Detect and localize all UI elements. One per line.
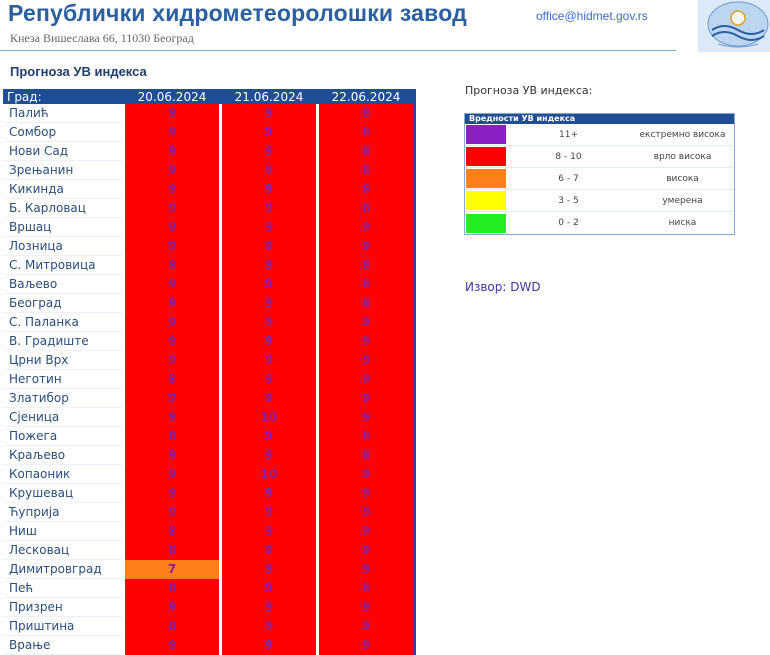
legend-row — [465, 212, 734, 234]
uv-value-cell: 9 — [222, 180, 316, 199]
legend-body — [465, 124, 734, 234]
city-name: Копаоник — [3, 465, 122, 484]
table-row — [3, 541, 416, 560]
uv-value-cell: 9 — [125, 199, 219, 218]
uv-value-cell: 9 — [222, 142, 316, 161]
uv-value-cell: 9 — [125, 598, 219, 617]
legend-swatch — [466, 191, 506, 210]
uv-value-cell: 8 — [319, 161, 413, 180]
uv-value-cell: 8 — [319, 199, 413, 218]
table-header-row — [3, 89, 416, 104]
uv-value-cell: 9 — [125, 180, 219, 199]
uv-value-cell: 9 — [319, 617, 413, 636]
uv-value-cell: 9 — [125, 123, 219, 142]
city-name: В. Градиште — [3, 332, 122, 351]
table-row — [3, 313, 416, 332]
uv-value-cell: 9 — [222, 218, 316, 237]
legend-range: 8 - 10 — [555, 151, 582, 162]
source-label: Извор: DWD — [465, 280, 541, 294]
table-row — [3, 636, 416, 655]
table-body — [3, 104, 416, 655]
uv-value-cell: 9 — [125, 275, 219, 294]
legend-row — [465, 124, 734, 146]
uv-value-cell: 9 — [222, 484, 316, 503]
city-name: Београд — [3, 294, 122, 313]
table-row — [3, 294, 416, 313]
uv-value-cell: 8 — [319, 427, 413, 446]
city-name: Нови Сад — [3, 142, 122, 161]
legend-label: висока — [666, 173, 699, 184]
uv-value-cell: 9 — [319, 218, 413, 237]
city-name: Димитровград — [3, 560, 122, 579]
uv-value-cell: 8 — [125, 427, 219, 446]
uv-value-cell: 9 — [222, 104, 316, 123]
legend-row — [465, 168, 734, 190]
uv-value-cell: 9 — [319, 408, 413, 427]
uv-value-cell: 9 — [222, 123, 316, 142]
table-row — [3, 332, 416, 351]
uv-value-cell: 9 — [222, 275, 316, 294]
city-name: Врање — [3, 636, 122, 655]
uv-value-cell: 8 — [319, 104, 413, 123]
legend-label: врло висока — [653, 151, 712, 162]
site-header — [0, 0, 770, 52]
uv-value-cell: 9 — [222, 370, 316, 389]
uv-value-cell: 9 — [125, 142, 219, 161]
uv-value-cell: 9 — [125, 446, 219, 465]
uv-value-cell: 9 — [125, 104, 219, 123]
uv-value-cell: 9 — [222, 294, 316, 313]
uv-value-cell: 9 — [319, 370, 413, 389]
uv-value-cell: 8 — [125, 522, 219, 541]
table-row — [3, 617, 416, 636]
table-row — [3, 351, 416, 370]
uv-value-cell: 9 — [319, 351, 413, 370]
table-row — [3, 446, 416, 465]
city-name: Краљево — [3, 446, 122, 465]
legend-range: 6 - 7 — [558, 173, 579, 184]
table-row — [3, 408, 416, 427]
uv-value-cell: 9 — [222, 351, 316, 370]
legend-range: 11+ — [559, 129, 578, 140]
table-row — [3, 598, 416, 617]
uv-value-cell: 8 — [125, 579, 219, 598]
city-name: Сомбор — [3, 123, 122, 142]
uv-value-cell: 9 — [125, 389, 219, 408]
legend-range: 3 - 5 — [558, 195, 579, 206]
uv-value-cell: 8 — [319, 123, 413, 142]
uv-value-cell: 9 — [319, 465, 413, 484]
legend-title: Прогноза УВ индекса: — [465, 84, 593, 97]
uv-value-cell: 9 — [222, 598, 316, 617]
uv-value-cell: 9 — [319, 598, 413, 617]
uv-value-cell: 9 — [222, 522, 316, 541]
legend-header: Вредности УВ индекса — [465, 114, 734, 124]
site-title[interactable]: Републички хидрометеоролошки завод — [8, 0, 467, 26]
forecast-title: Прогноза УВ индекса — [10, 64, 147, 79]
city-name: Лозница — [3, 237, 122, 256]
table-row — [3, 465, 416, 484]
uv-value-cell: 9 — [125, 218, 219, 237]
city-name: Црни Врх — [3, 351, 122, 370]
uv-value-cell: 7 — [125, 560, 219, 579]
uv-value-cell: 9 — [319, 541, 413, 560]
legend-label: ниска — [668, 218, 697, 228]
uv-value-cell: 9 — [125, 256, 219, 275]
uv-value-cell: 9 — [222, 541, 316, 560]
uv-value-cell: 8 — [125, 541, 219, 560]
uv-value-cell: 8 — [319, 275, 413, 294]
column-header-day3: 22.06.2024 — [319, 89, 413, 104]
uv-value-cell: 9 — [125, 484, 219, 503]
table-row — [3, 161, 416, 180]
table-row — [3, 142, 416, 161]
uv-value-cell: 9 — [125, 161, 219, 180]
table-row — [3, 256, 416, 275]
uv-value-cell: 9 — [125, 294, 219, 313]
header-divider — [0, 50, 676, 51]
uv-value-cell: 9 — [222, 313, 316, 332]
city-name: Призрен — [3, 598, 122, 617]
uv-value-cell: 9 — [319, 560, 413, 579]
uv-value-cell: 9 — [222, 161, 316, 180]
table-row — [3, 389, 416, 408]
city-name: Вршац — [3, 218, 122, 237]
city-name: Ниш — [3, 522, 122, 541]
uv-value-cell: 9 — [125, 351, 219, 370]
table-row — [3, 237, 416, 256]
legend-row — [465, 190, 734, 212]
uv-value-cell: 8 — [319, 446, 413, 465]
email-link[interactable]: office@hidmet.gov.rs — [536, 9, 648, 23]
uv-forecast-table — [3, 89, 416, 655]
city-name: Пожега — [3, 427, 122, 446]
uv-value-cell: 10 — [222, 408, 316, 427]
legend-swatch — [466, 169, 506, 188]
legend-range: 0 - 2 — [558, 218, 579, 228]
city-name: Златибор — [3, 389, 122, 408]
column-header-city: Град: — [3, 89, 122, 104]
uv-value-cell: 9 — [222, 199, 316, 218]
uv-value-cell: 8 — [319, 180, 413, 199]
uv-value-cell: 9 — [319, 503, 413, 522]
city-name: Кикинда — [3, 180, 122, 199]
legend-label: екстремно висока — [639, 129, 726, 140]
uv-value-cell: 9 — [319, 313, 413, 332]
site-address: Кнеза Вишеслава 66, 11030 Београд — [10, 31, 194, 45]
uv-value-cell: 9 — [319, 237, 413, 256]
table-row — [3, 104, 416, 123]
legend-swatch — [466, 125, 506, 144]
uv-value-cell: 9 — [222, 503, 316, 522]
table-row — [3, 579, 416, 598]
uv-value-cell: 9 — [125, 636, 219, 655]
uv-legend — [464, 113, 735, 235]
uv-value-cell: 9 — [222, 237, 316, 256]
city-name: С. Митровица — [3, 256, 122, 275]
uv-value-cell: 9 — [125, 313, 219, 332]
uv-value-cell: 9 — [319, 332, 413, 351]
uv-value-cell: 8 — [319, 142, 413, 161]
table-row — [3, 123, 416, 142]
city-name: Палић — [3, 104, 122, 123]
uv-value-cell: 9 — [125, 237, 219, 256]
uv-value-cell: 8 — [319, 256, 413, 275]
uv-value-cell: 9 — [222, 446, 316, 465]
table-row — [3, 503, 416, 522]
uv-value-cell: 9 — [125, 408, 219, 427]
uv-value-cell: 9 — [125, 332, 219, 351]
uv-value-cell: 9 — [222, 617, 316, 636]
table-row — [3, 484, 416, 503]
city-name: Неготин — [3, 370, 122, 389]
city-name: Ћуприја — [3, 503, 122, 522]
city-name: Зрењанин — [3, 161, 122, 180]
table-row — [3, 180, 416, 199]
uv-value-cell: 9 — [222, 579, 316, 598]
table-row — [3, 199, 416, 218]
city-name: Крушевац — [3, 484, 122, 503]
table-row — [3, 560, 416, 579]
city-name: Приштина — [3, 617, 122, 636]
city-name: Лесковац — [3, 541, 122, 560]
city-name: Ваљево — [3, 275, 122, 294]
uv-value-cell: 8 — [125, 617, 219, 636]
legend-swatch — [466, 214, 506, 233]
uv-value-cell: 9 — [319, 484, 413, 503]
uv-value-cell: 10 — [222, 465, 316, 484]
uv-value-cell: 9 — [319, 522, 413, 541]
column-header-day1: 20.06.2024 — [125, 89, 219, 104]
table-row — [3, 370, 416, 389]
uv-value-cell: 8 — [125, 370, 219, 389]
rhmz-logo-icon[interactable] — [698, 0, 770, 52]
uv-value-cell: 9 — [319, 636, 413, 655]
legend-swatch — [466, 147, 506, 166]
table-row — [3, 275, 416, 294]
uv-value-cell: 9 — [125, 465, 219, 484]
legend-row — [465, 146, 734, 168]
uv-value-cell: 9 — [222, 560, 316, 579]
city-name: Пећ — [3, 579, 122, 598]
legend-label: умерена — [662, 195, 703, 206]
uv-value-cell: 9 — [222, 636, 316, 655]
uv-value-cell: 9 — [222, 427, 316, 446]
table-row — [3, 427, 416, 446]
column-header-day2: 21.06.2024 — [222, 89, 316, 104]
city-name: С. Паланка — [3, 313, 122, 332]
city-name: Б. Карловац — [3, 199, 122, 218]
uv-value-cell: 8 — [319, 294, 413, 313]
uv-value-cell: 9 — [125, 503, 219, 522]
uv-value-cell: 9 — [319, 389, 413, 408]
uv-value-cell: 9 — [222, 332, 316, 351]
uv-value-cell: 9 — [222, 256, 316, 275]
table-row — [3, 218, 416, 237]
city-name: Сјеница — [3, 408, 122, 427]
uv-value-cell: 8 — [319, 579, 413, 598]
table-row — [3, 522, 416, 541]
uv-value-cell: 9 — [222, 389, 316, 408]
